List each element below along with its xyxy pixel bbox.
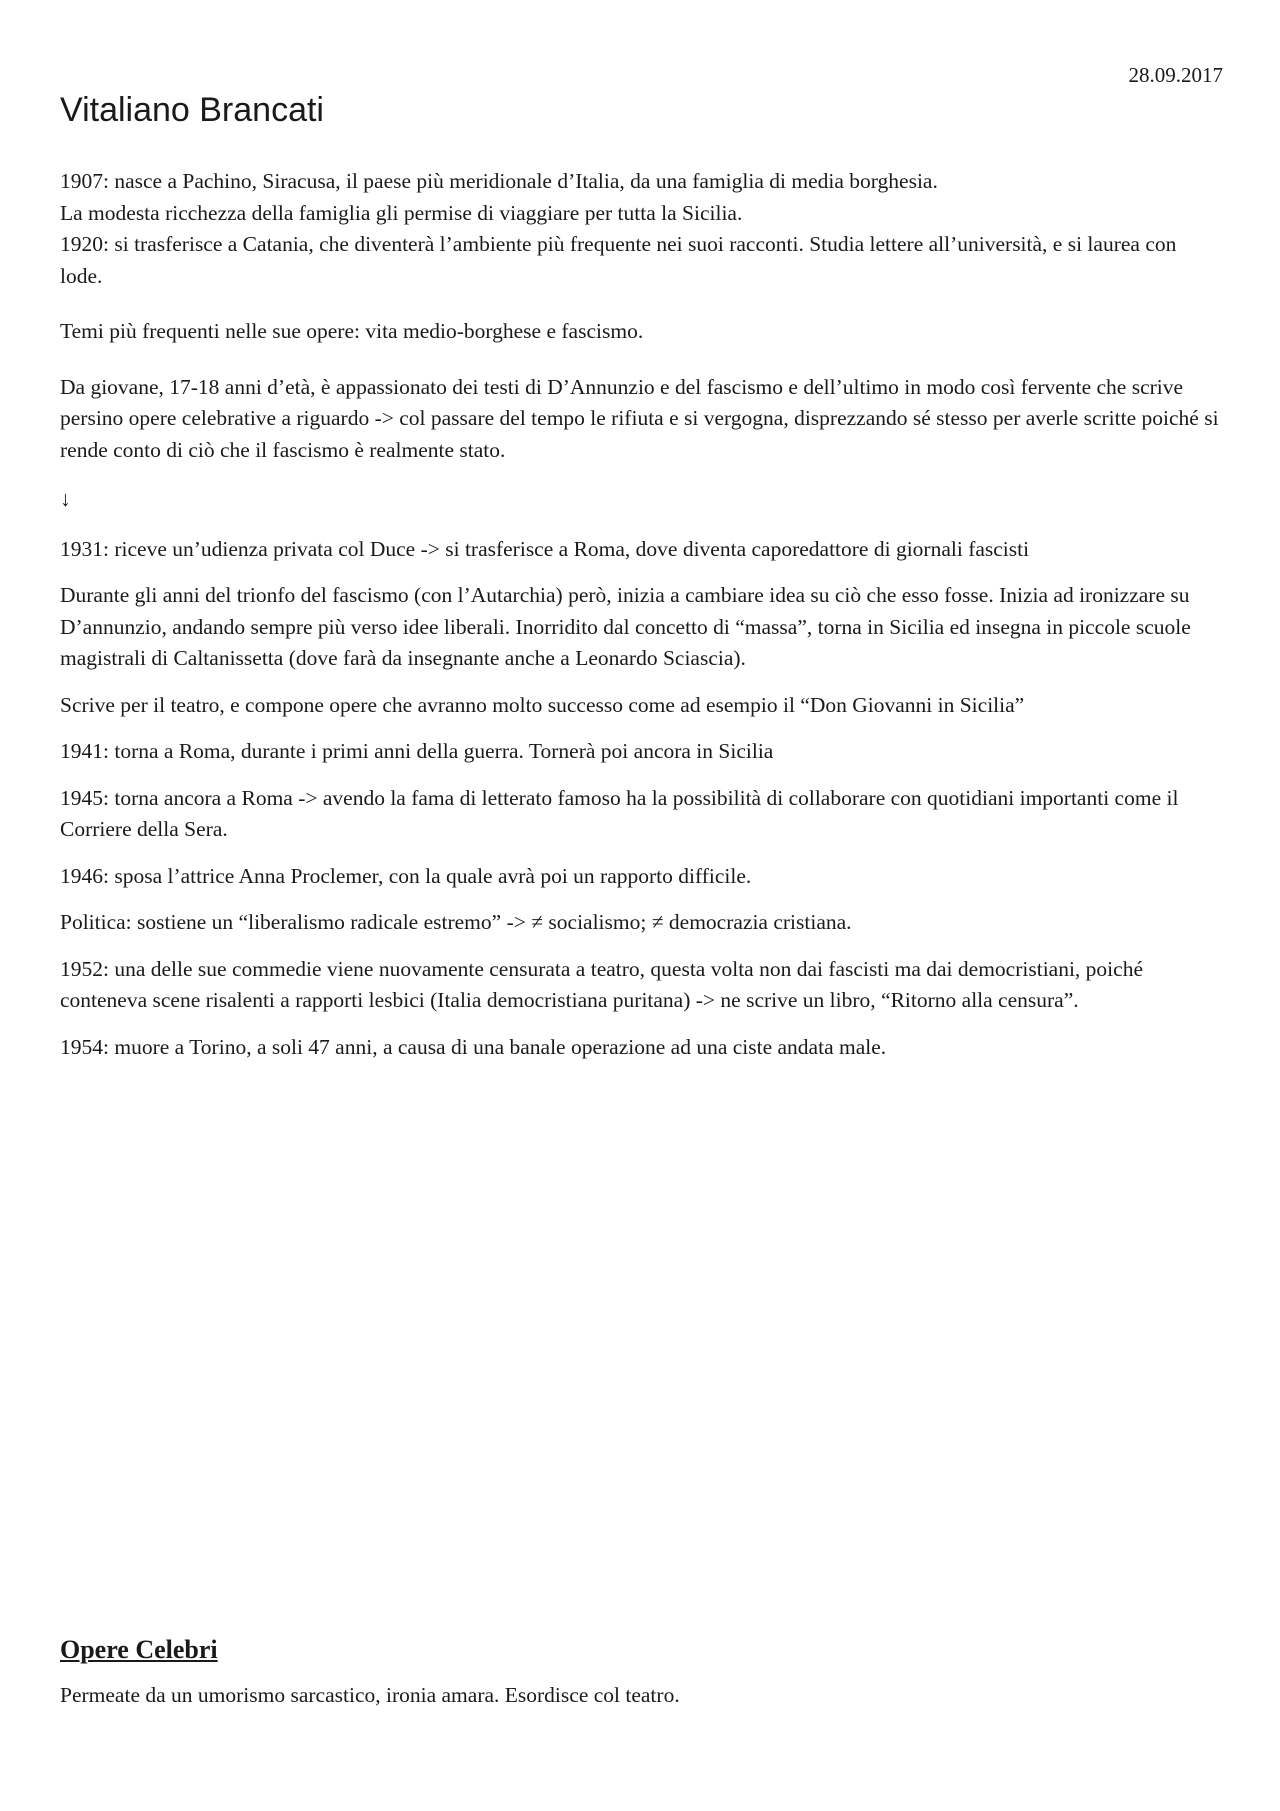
paragraph-youth: Da giovane, 17-18 anni d’età, è appassionato dei testi di D’Annunzio e del fascismo e dell’ultimo in modo così fervente che scrive persino opere celebrative a riguardo -> col passare del tempo le rifiuta e si vergogna, disprezzando sé stesso per averle scritte poiché si rende conto di ciò che il fascismo è realmente stato. — [60, 374, 1219, 462]
line-family-wealth: La modesta ricchezza della famiglia gli permise di viaggiare per tutta la Sicilia. — [60, 200, 743, 225]
paragraph-politica: Politica: sostiene un “liberalismo radicale estremo” -> ≠ socialismo; ≠ democrazia cristiana. — [60, 910, 852, 934]
paragraph-autarchia: Durante gli anni del trionfo del fascismo (con l’Autarchia) però, inizia a cambiare idea su ciò che esso fosse. Inizia ad ironizzare su D’annunzio, andando sempre più verso idee liberali. Inorridito dal concetto di “massa”, torna in Sicilia ed insegna in piccole scuole magistrali di Caltanissetta (dove farà da insegnante anche a Leonardo Sciascia). — [60, 583, 1191, 670]
section-opere-celebri — [60, 1632, 1220, 1712]
line-1920: 1920: si trasferisce a Catania, che diventerà l’ambiente più frequente nei suoi racconti. Studia lettere all’università, e si laurea con lode. — [60, 232, 1177, 288]
paragraph-1952: 1952: una delle sue commedie viene nuovamente censurata a teatro, questa volta non dai fascisti ma dai democristiani, poiché conteneva scene risalenti a rapporti lesbici (Italia democristiana puritana) -> ne scrive un libro, “Ritorno alla censura”. — [60, 956, 1143, 1012]
paragraph-1941: 1941: torna a Roma, durante i primi anni della guerra. Tornerà poi ancora in Sicilia — [60, 739, 774, 763]
paragraph-opere-intro: Permeate da un umorismo sarcastico, ironia amara. Esordisce col teatro. — [60, 1683, 680, 1707]
paragraph-1946: 1946: sposa l’attrice Anna Proclemer, con la quale avrà poi un rapporto difficile. — [60, 863, 752, 888]
line-1907: 1907: nasce a Pachino, Siracusa, il paese più meridionale d’Italia, da una famiglia di media borghesia. — [60, 169, 938, 193]
paragraph-biography-intro — [60, 166, 1220, 292]
document-date: 28.09.2017 — [1128, 63, 1223, 87]
document-title: Vitaliano Brancati — [60, 91, 324, 129]
paragraph-1945: 1945: torna ancora a Roma -> avendo la fama di letterato famoso ha la possibilità di collaborare con quotidiani importanti come il Corriere della Sera. — [60, 785, 1179, 841]
paragraph-teatro: Scrive per il teatro, e compone opere che avranno molto successo come ad esempio il “Don Giovanni in Sicilia” — [60, 692, 1025, 717]
document-body — [60, 166, 1220, 1063]
paragraph-themes: Temi più frequenti nelle sue opere: vita medio-borghese e fascismo. — [60, 319, 644, 343]
section-heading-opere: Opere Celebri — [60, 1635, 218, 1664]
paragraph-1954: 1954: muore a Torino, a soli 47 anni, a causa di una banale operazione ad una ciste andata male. — [60, 1034, 887, 1059]
down-arrow-icon: ↓ — [60, 487, 71, 511]
paragraph-1931: 1931: riceve un’udienza privata col Duce -> si trasferisce a Roma, dove diventa caporedattore di giornali fascisti — [60, 536, 1030, 561]
